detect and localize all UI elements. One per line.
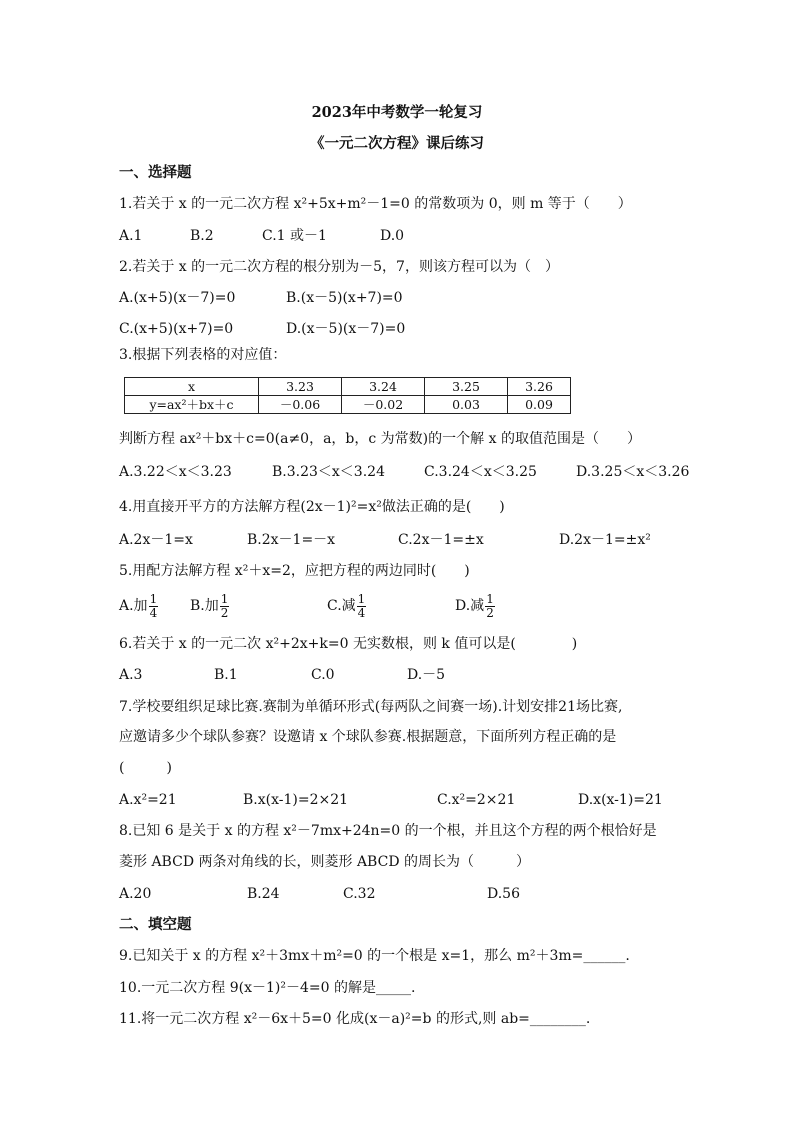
option-label: A.加 (119, 598, 148, 614)
q3-option-c: C.3.24＜x＜3.25 (424, 464, 537, 480)
q7-option-a: A.x²=21 (119, 792, 177, 808)
q3-option-b: B.3.23＜x＜3.24 (272, 464, 385, 480)
question-8-line-1: 8.已知 6 是关于 x 的方程 x²－7mx+24n=0 的一个根，并且这个方程的两个根恰好是 (119, 823, 657, 839)
q8-option-b: B.24 (247, 886, 280, 902)
fraction (357, 593, 367, 620)
q6-option-d: D.－5 (407, 667, 446, 683)
value-table-row-y (125, 396, 571, 414)
numerator: 1 (357, 591, 366, 606)
q1-option-d: D.0 (380, 228, 405, 244)
option-label: C.减 (327, 598, 356, 614)
table-cell: －0.06 (259, 396, 342, 414)
question-10: 10.一元二次方程 9(x－1)²－4=0 的解是_____. (119, 980, 416, 996)
fraction (220, 593, 230, 620)
q1-option-a: A.1 (119, 228, 143, 244)
q5-option-d (455, 590, 495, 622)
denominator: 2 (486, 605, 494, 620)
q4-option-c: C.2x－1=±x (398, 532, 484, 548)
q7-option-c: C.x²=2×21 (437, 792, 516, 808)
page-subtitle: 《一元二次方程》课后练习 (310, 135, 484, 152)
q8-option-a: A.20 (119, 886, 152, 902)
q2-option-d: D.(x－5)(x－7)=0 (286, 321, 406, 337)
denominator: 2 (220, 605, 229, 620)
question-4-stem: 4.用直接开平方的方法解方程(2x－1)²=x²做法正确的是( ) (119, 499, 505, 515)
q2-option-c: C.(x+5)(x+7)=0 (119, 321, 234, 337)
q8-option-d: D.56 (487, 886, 520, 902)
question-7-line-1: 7.学校要组织足球比赛.赛制为单循环形式(每两队之间赛一场).计划安排21场比赛, (119, 699, 623, 715)
q4-option-d: D.2x－1=±x² (559, 532, 651, 548)
q7-option-b: B.x(x-1)=2×21 (243, 792, 349, 808)
q2-option-a: A.(x+5)(x－7)=0 (119, 290, 236, 306)
question-2-stem: 2.若关于 x 的一元二次方程的根分别为－5，7，则该方程可以为（ ） (119, 259, 559, 275)
q5-option-a (119, 590, 158, 622)
denominator: 4 (149, 605, 158, 620)
question-11: 11.将一元二次方程 x²－6x＋5=0 化成(x－a)²=b 的形式,则 ab=________. (119, 1011, 591, 1027)
denominator: 4 (357, 605, 366, 620)
table-cell: 0.09 (508, 396, 571, 414)
q1-option-c: C.1 或－1 (262, 228, 327, 244)
table-cell: 3.25 (425, 378, 508, 396)
fraction (149, 593, 159, 620)
section-heading-fill-in: 二、填空题 (119, 916, 192, 933)
q3-option-d: D.3.25＜x＜3.26 (576, 464, 690, 480)
q5-option-c (327, 590, 366, 622)
q6-option-b: B.1 (214, 667, 238, 683)
fraction (485, 593, 495, 620)
question-9: 9.已知关于 x 的方程 x²＋3mx＋m²=0 的一个根是 x=1，那么 m²＋3m=______. (119, 948, 630, 964)
q2-option-b: B.(x－5)(x+7)=0 (286, 290, 403, 306)
table-cell: 3.23 (259, 378, 342, 396)
numerator: 1 (220, 591, 229, 606)
option-label: B.加 (190, 598, 219, 614)
q6-option-c: C.0 (311, 667, 335, 683)
question-7-line-3: ( ) (119, 760, 172, 776)
page-title: 2023年中考数学一轮复习 (311, 104, 483, 121)
q7-option-d: D.x(x-1)=21 (578, 792, 663, 808)
question-7-line-2: 应邀请多少个球队参赛？设邀请 x 个球队参赛.根据题意，下面所列方程正确的是 (119, 729, 617, 745)
q1-option-b: B.2 (190, 228, 214, 244)
table-cell: 3.26 (508, 378, 571, 396)
question-3-stem: 3.根据下列表格的对应值： (119, 347, 287, 363)
question-3-stem-2: 判断方程 ax²＋bx＋c=0(a≠0，a，b，c 为常数)的一个解 x 的取值范围是（ ） (119, 431, 641, 447)
table-cell: y=ax²＋bx＋c (125, 396, 259, 414)
q8-option-c: C.32 (343, 886, 376, 902)
q4-option-b: B.2x－1=－x (247, 532, 336, 548)
value-table-row-x (125, 378, 571, 396)
question-5-stem: 5.用配方法解方程 x²＋x=2，应把方程的两边同时( ) (119, 563, 470, 579)
numerator: 1 (149, 591, 158, 606)
q6-option-a: A.3 (119, 667, 143, 683)
question-1-stem: 1.若关于 x 的一元二次方程 x²+5x+m²－1=0 的常数项为 0，则 m 等于（ ） (119, 196, 632, 212)
option-label: D.减 (455, 598, 485, 614)
numerator: 1 (486, 591, 494, 606)
q4-option-a: A.2x－1=x (119, 532, 193, 548)
value-table (124, 377, 571, 414)
table-cell: 0.03 (425, 396, 508, 414)
question-6-stem: 6.若关于 x 的一元二次 x²+2x+k=0 无实数根，则 k 值可以是( ) (119, 636, 578, 652)
table-cell: 3.24 (342, 378, 425, 396)
question-8-line-2: 菱形 ABCD 两条对角线的长，则菱形 ABCD 的周长为（ ） (119, 854, 530, 870)
q3-option-a: A.3.22＜x＜3.23 (119, 464, 232, 480)
section-heading-choice: 一、选择题 (119, 164, 192, 181)
q5-option-b (190, 590, 229, 622)
table-cell: －0.02 (342, 396, 425, 414)
table-cell: x (125, 378, 259, 396)
